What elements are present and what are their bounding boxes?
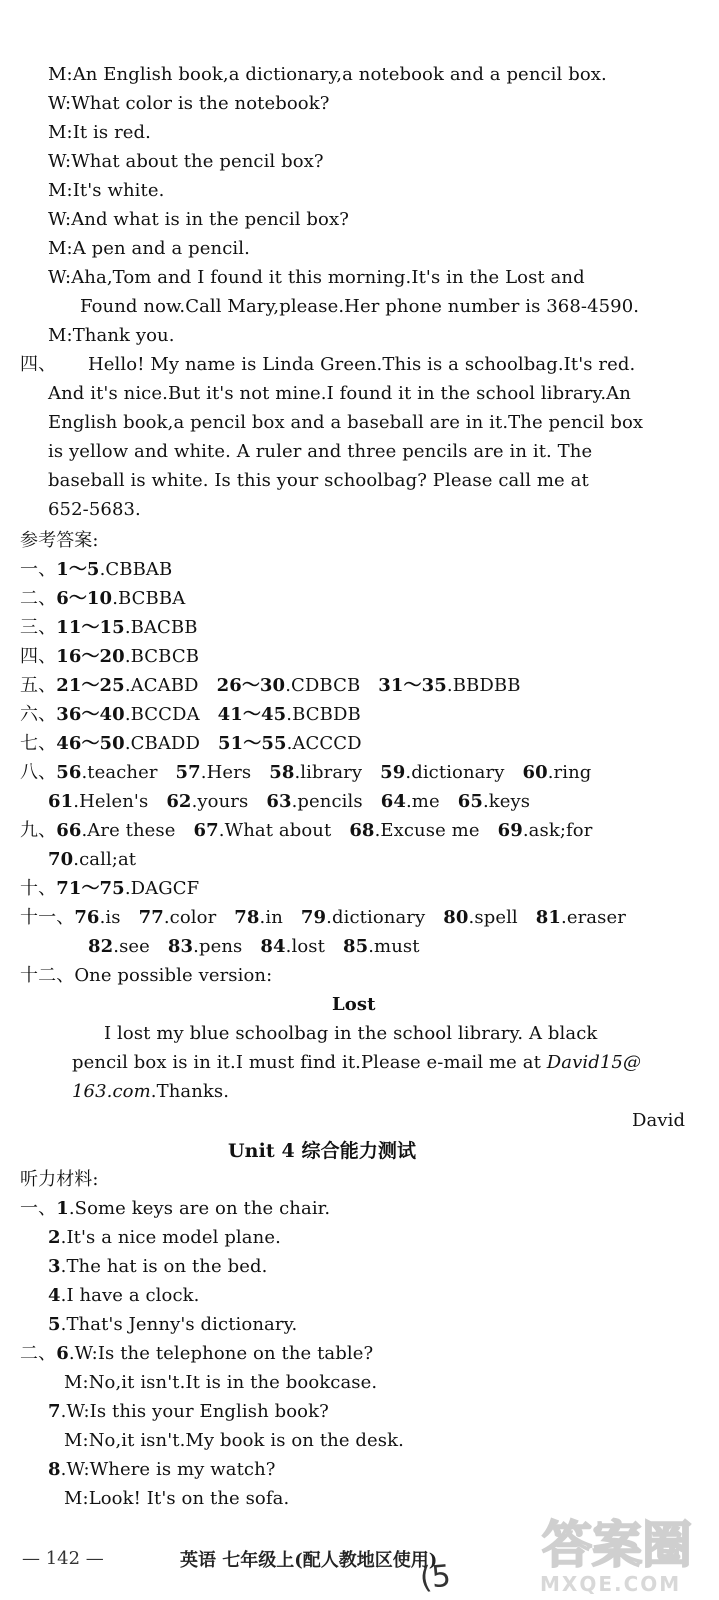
watermark-url: MXQE.COM — [540, 1572, 682, 1596]
listening-line: M:No,it isn't.My book is on the desk. — [64, 1430, 404, 1451]
answer-row: 四、16～20.BCBCB — [20, 646, 200, 667]
answer-row: 一、1～5.CBBAB — [20, 559, 173, 580]
passage-line: 652-5683. — [48, 499, 141, 520]
dialog-line: W:What about the pencil box? — [48, 151, 324, 172]
essay-line: pencil box is in it.I must find it.Please e-mail me at David15@ — [72, 1052, 642, 1073]
listening-line: 5.That's Jenny's dictionary. — [48, 1314, 298, 1335]
answer-row: 61.Helen's 62.yours 63.pencils 64.me 65.keys — [48, 791, 531, 812]
answer-row: 六、36～40.BCCDA 41～45.BCBDB — [20, 704, 361, 725]
answer-row: 十、71～75.DAGCF — [20, 878, 200, 899]
listening-line: 二、6.W:Is the telephone on the table? — [20, 1343, 374, 1364]
dialog-line: M:It is red. — [48, 122, 151, 143]
answer-row: 70.call;at — [48, 849, 137, 870]
listening-line: M:Look! It's on the sofa. — [64, 1488, 290, 1509]
listening-line: 3.The hat is on the bed. — [48, 1256, 268, 1277]
answers-heading: 参考答案: — [20, 530, 99, 551]
passage-line: English book,a pencil box and a baseball are in it.The pencil box — [48, 412, 644, 433]
svg-text:答案圈: 答案圈 — [542, 1516, 692, 1574]
listening-line: 2.It's a nice model plane. — [48, 1227, 281, 1248]
answer-row: 八、56.teacher 57.Hers 58.library 59.dictionary 60.ring — [20, 762, 592, 783]
passage-line: is yellow and white. A ruler and three pencils are in it. The — [48, 441, 593, 462]
handwritten-mark: (5 — [418, 1558, 453, 1597]
page-number: — 142 — — [22, 1548, 104, 1569]
listening-line: 8.W:Where is my watch? — [48, 1459, 276, 1480]
essay-line: 163.com.Thanks. — [72, 1081, 230, 1102]
listening-line: M:No,it isn't.It is in the bookcase. — [64, 1372, 378, 1393]
essay-line: I lost my blue schoolbag in the school library. A black — [104, 1023, 598, 1044]
answer-row: 十二、One possible version: — [20, 965, 273, 986]
dialog-line: W:What color is the notebook? — [48, 93, 330, 114]
listening-line: 一、1.Some keys are on the chair. — [20, 1198, 331, 1219]
essay-signature: David — [632, 1110, 686, 1131]
answer-row: 十一、76.is 77.color 78.in 79.dictionary 80.spell 81.eraser — [20, 907, 626, 928]
dialog-line: Found now.Call Mary,please.Her phone number is 368-4590. — [80, 296, 640, 317]
passage-line: Hello! My name is Linda Green.This is a schoolbag.It's red. — [88, 354, 636, 375]
answer-row: 二、6～10.BCBBA — [20, 588, 186, 609]
unit-heading: Unit 4 综合能力测试 — [228, 1140, 417, 1162]
dialog-line: M:An English book,a dictionary,a notebook and a pencil box. — [48, 64, 607, 85]
essay-title: Lost — [332, 994, 376, 1015]
passage-line: baseball is white. Is this your schoolbag? Please call me at — [48, 470, 589, 491]
answer-row: 九、66.Are these 67.What about 68.Excuse me 69.ask;for — [20, 820, 593, 841]
answer-row: 三、11～15.BACBB — [20, 617, 198, 638]
section-marker: 四、 — [20, 354, 57, 375]
dialog-line: W:Aha,Tom and I found it this morning.It's in the Lost and — [48, 267, 585, 288]
dialog-line: M:Thank you. — [48, 325, 175, 346]
footer-title: 英语 七年级上(配人教地区使用) — [180, 1550, 438, 1571]
answer-row: 82.see 83.pens 84.lost 85.must — [88, 936, 420, 957]
dialog-line: M:A pen and a pencil. — [48, 238, 250, 259]
listening-heading: 听力材料: — [20, 1169, 99, 1190]
dialog-line: W:And what is in the pencil box? — [48, 209, 349, 230]
answer-row: 七、46～50.CBADD 51～55.ACCCD — [20, 733, 362, 754]
dialog-line: M:It's white. — [48, 180, 165, 201]
listening-line: 4.I have a clock. — [48, 1285, 200, 1306]
answer-row: 五、21～25.ACABD 26～30.CDBCB 31～35.BBDBB — [20, 675, 521, 696]
passage-line: And it's nice.But it's not mine.I found it in the school library.An — [48, 383, 631, 404]
listening-line: 7.W:Is this your English book? — [48, 1401, 329, 1422]
